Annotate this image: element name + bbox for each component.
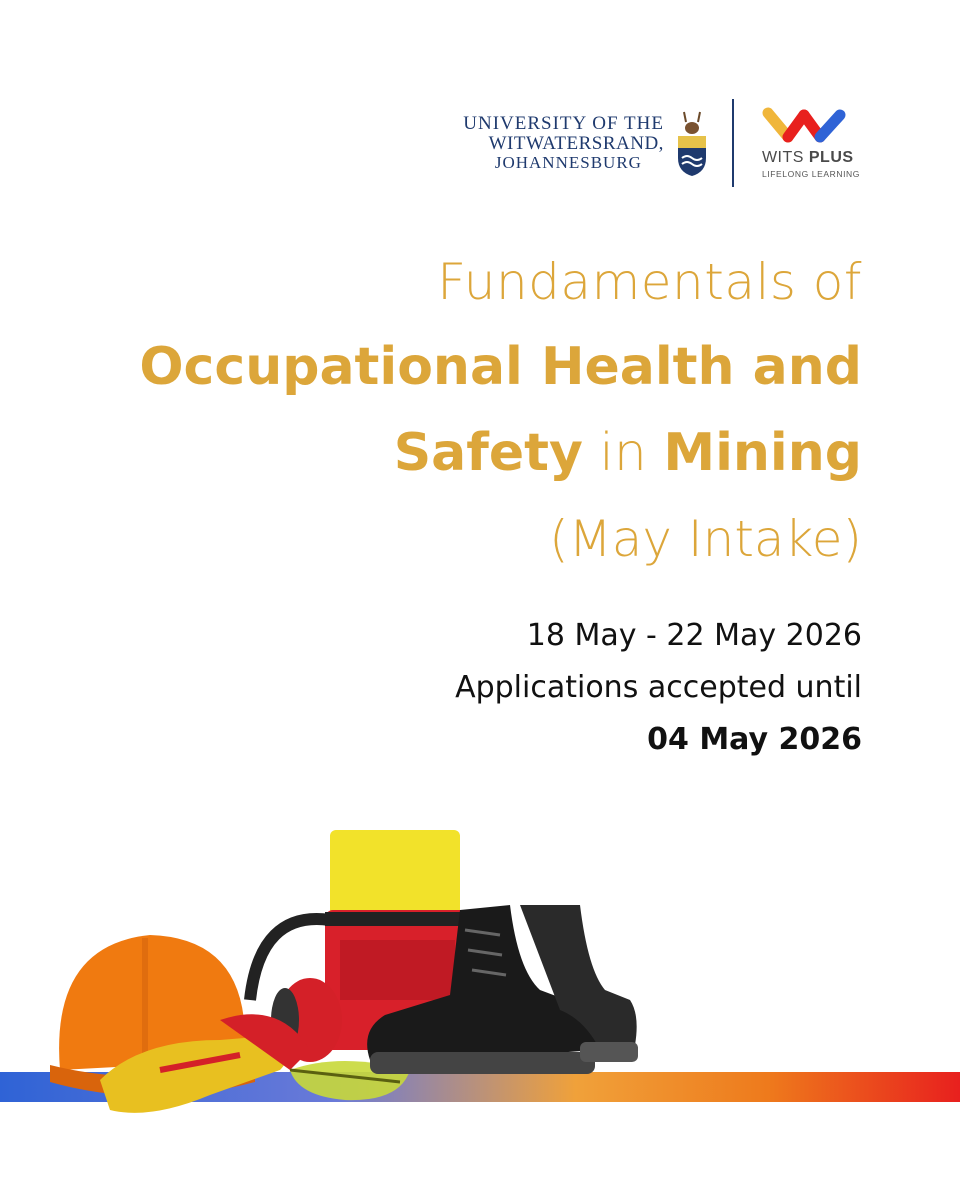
university-line-2: WITWATERSRAND, xyxy=(488,132,664,154)
title-in: in xyxy=(582,423,664,483)
wits-university-wordmark xyxy=(463,114,664,172)
wits-plus-name-a: WITS xyxy=(761,148,809,166)
wits-plus-name xyxy=(762,149,854,167)
title-line-1: Fundamentals of xyxy=(437,253,862,311)
logo-divider xyxy=(732,99,734,187)
logo-area xyxy=(463,95,860,190)
university-line-1: UNIVERSITY OF THE xyxy=(463,112,664,134)
university-line-3: JOHANNESBURG xyxy=(494,152,642,172)
application-deadline: 04 May 2026 xyxy=(647,722,862,757)
wits-plus-logo-icon xyxy=(762,107,852,143)
title-intake: (May Intake) xyxy=(549,510,862,568)
wits-plus-tagline: LIFELONG LEARNING xyxy=(761,168,860,179)
wits-crest-icon xyxy=(674,108,710,178)
course-title xyxy=(139,240,862,582)
title-mining: Mining xyxy=(663,423,862,483)
title-line-2: Occupational Health and xyxy=(139,337,862,397)
safety-gear-illustration xyxy=(40,820,640,1120)
wits-plus-logo xyxy=(762,107,860,179)
course-info xyxy=(455,610,862,766)
title-safety: Safety xyxy=(393,423,583,483)
wits-plus-name-b: PLUS xyxy=(808,148,854,166)
applications-text: Applications accepted until xyxy=(455,670,862,705)
title-line-3 xyxy=(139,410,862,496)
course-dates: 18 May - 22 May 2026 xyxy=(526,618,862,653)
